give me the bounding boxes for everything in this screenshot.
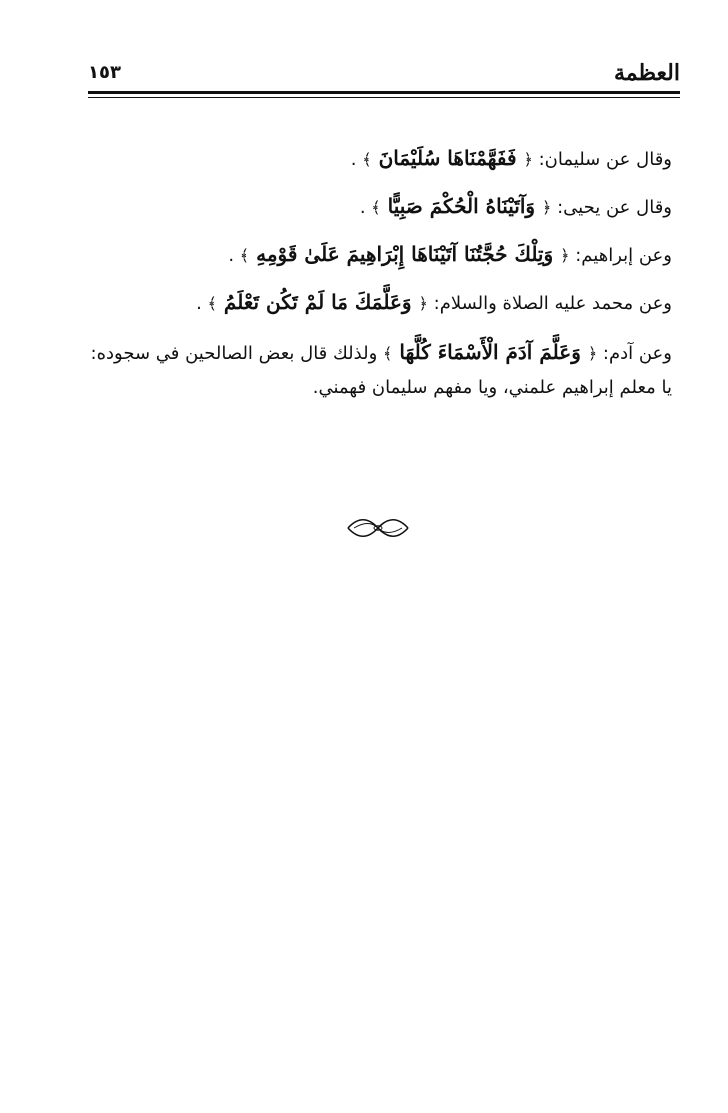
line-tail: . [196,293,208,314]
book-title: العظمة [614,60,680,86]
line-intro: وعن آدم: [597,343,672,364]
page-number: ١٥٣ [88,62,121,83]
ornate-bracket-close: ﴾ [383,344,393,363]
quran-verse: فَفَهَّمْنَاهَا سُلَيْمَانَ [371,146,524,170]
ornate-bracket-open: ﴿ [560,246,570,265]
line-adam [80,334,672,370]
closing-prayer-line: يا معلم إبراهيم علمني، ويا مفهم سليمان فهمني. [312,377,672,398]
quran-verse: وَعَلَّمَ آدَمَ الْأَسْمَاءَ كُلَّهَا [392,340,588,364]
line-intro: وقال عن سليمان: [532,149,672,170]
ornate-bracket-open: ﴿ [542,198,552,217]
line-muhammad [80,278,672,326]
ornate-bracket-open: ﴿ [587,344,598,363]
section-end-ornament-icon [346,515,410,541]
line-tail: . [350,149,363,170]
line-tail: ولذلك قال بعض الصالحين في سجوده: [90,343,384,364]
line-ibrahim [80,230,672,278]
header-rule-thick [88,91,680,94]
line-intro: وعن محمد عليه الصلاة والسلام: [427,293,672,314]
quran-verse: وَآتَيْنَاهُ الْحُكْمَ صَبِيًّا [380,194,543,218]
line-intro: وعن إبراهيم: [569,245,672,266]
quran-verse: وَعَلَّمَكَ مَا لَمْ تَكُن تَعْلَمُ [216,290,419,314]
ornate-bracket-close: ﴾ [362,150,372,169]
line-tail: . [228,245,240,266]
line-tail: . [359,197,372,218]
ornate-bracket-close: ﴾ [371,198,381,217]
quran-verse: وَتِلْكَ حُجَّتُنَا آتَيْنَاهَا إِبْرَاهِيمَ عَلَىٰ قَوْمِهِ [249,242,561,266]
ornate-bracket-close: ﴾ [239,246,250,265]
page-body [80,134,672,406]
header-rule-thin [88,97,680,98]
line-sulayman [80,134,672,182]
line-intro: وقال عن يحيى: [551,197,672,218]
ornate-bracket-open: ﴿ [418,294,428,313]
line-yahya [80,182,672,230]
page-header [88,60,680,100]
ornate-bracket-open: ﴿ [523,150,533,169]
ornate-bracket-close: ﴾ [207,294,217,313]
